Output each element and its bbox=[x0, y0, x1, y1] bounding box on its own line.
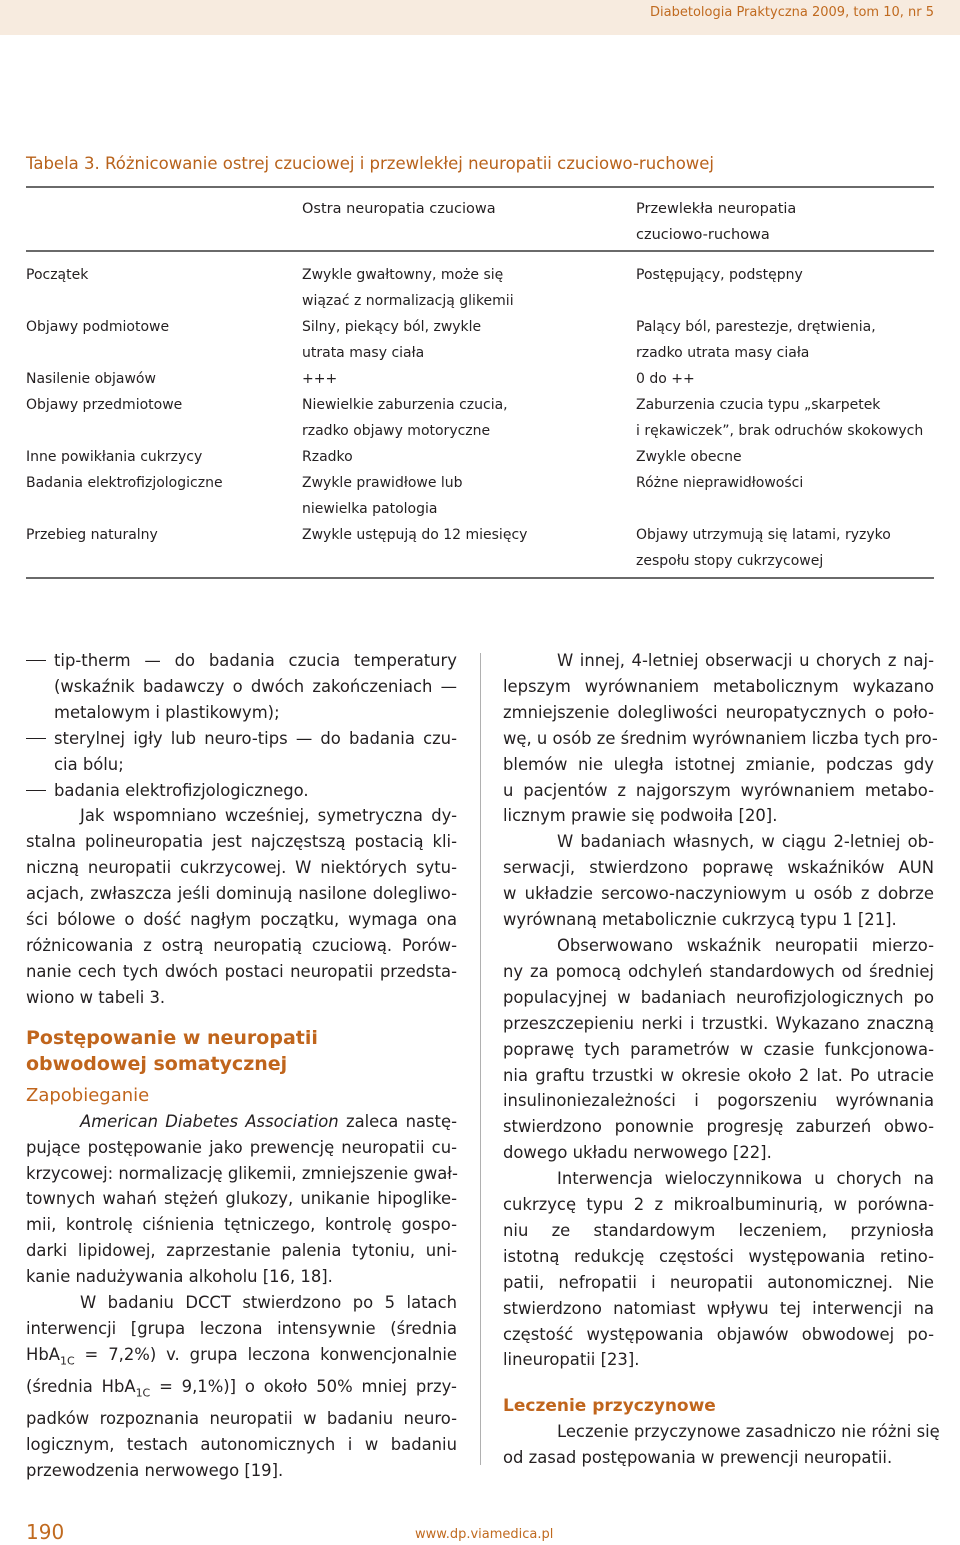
chronic-cell bbox=[636, 522, 936, 574]
text-line: Obserwowano wskaźnik neuropatii mierzo- bbox=[557, 935, 934, 955]
row-label: Inne powikłania cukrzycy bbox=[26, 449, 203, 465]
text-line: ści bólowe o dość nagłym początku, wymaga ona bbox=[26, 910, 457, 930]
ada-rest: zaleca nastę- bbox=[338, 1111, 457, 1131]
acute-cell-line: Zwykle gwałtowny, może się bbox=[302, 267, 504, 283]
chronic-cell bbox=[636, 366, 936, 392]
text-line: licznym prawie się podwoiła [20]. bbox=[503, 806, 778, 826]
text-line: zmniejszenie dolegliwości neuropatycznych o poło- bbox=[503, 702, 934, 722]
dcct-line2: interwencji [grupa leczona intensywnie (średnia bbox=[26, 1318, 457, 1338]
text-line: stalna polineuropatia jest najczęstszą postacią kli- bbox=[26, 832, 457, 852]
dash-bullet-icon bbox=[26, 660, 46, 661]
journal-citation: Diabetologia Praktyczna 2009, tom 10, nr 5 bbox=[650, 5, 934, 20]
bullet-line bbox=[26, 648, 457, 674]
text-line: townych wahań stężeń glukozy, unikanie hipoglike- bbox=[26, 1189, 457, 1209]
text-line: logicznym, testach autonomicznych i w badaniu bbox=[26, 1435, 457, 1455]
dcct-line4-b: = 9,1%)] o około 50% mniej przy- bbox=[150, 1377, 457, 1397]
hba-subscript: 1C bbox=[59, 1354, 75, 1368]
text-line: wyrównaną metabolicznie cukrzycą typu 1 [21]. bbox=[503, 910, 897, 930]
text-line: wę, u osób ze średnim wyrównaniem liczba tych pro- bbox=[503, 728, 938, 748]
table-caption: Tabela 3. Różnicowanie ostrej czuciowej i przewlekłej neuropatii czuciowo-ruchowej bbox=[26, 154, 715, 173]
text-line: istotną redukcję częstości występowania retino- bbox=[503, 1246, 934, 1266]
table-header-rule bbox=[26, 250, 934, 252]
chronic-cell bbox=[636, 314, 936, 366]
bullet-text: tip-therm — do badania czucia temperatury bbox=[54, 651, 457, 670]
dash-bullet-icon bbox=[26, 790, 46, 791]
acute-cell-line: +++ bbox=[302, 371, 338, 387]
text-line: dowego układu nerwowego [22]. bbox=[503, 1143, 772, 1163]
bullet-text: (wskaźnik badawczy o dwóch zakończeniach — bbox=[54, 676, 457, 696]
acute-cell-line: Zwykle ustępują do 12 miesięcy bbox=[302, 527, 528, 543]
text-line: lepszym wyrównaniem metabolicznym wykazano bbox=[503, 676, 934, 696]
acute-cell bbox=[302, 366, 632, 392]
text-line: W badaniach własnych, w ciągu 2-letniej ob- bbox=[557, 832, 934, 852]
text-line: od zasad postępowania w prewencji neuropatii. bbox=[503, 1448, 893, 1468]
text-line: darki lipidowej, zaprzestanie palenia tytoniu, uni- bbox=[26, 1241, 457, 1261]
text-line: padków rozpoznania neuropatii w badaniu neuro- bbox=[26, 1409, 457, 1429]
ada-name: American Diabetes Association bbox=[80, 1111, 339, 1131]
chronic-cell-line: zespołu stopy cukrzycowej bbox=[636, 553, 824, 569]
table-bottom-rule bbox=[26, 577, 934, 579]
text-line: stwierdzono natomiast wpływu tej interwencji na bbox=[503, 1298, 934, 1318]
bullet-line bbox=[26, 674, 457, 700]
dcct-line3-rest: = 7,2%) v. grupa leczona konwencjonalnie bbox=[74, 1344, 457, 1364]
chronic-cell-line: Zaburzenia czucia typu „skarpetek bbox=[636, 397, 881, 413]
text-line: w układzie sercowo-naczyniowym u osób z dobrze bbox=[503, 884, 934, 904]
page-number: 190 bbox=[26, 1520, 65, 1544]
paragraph bbox=[503, 933, 934, 1166]
chronic-cell bbox=[636, 262, 936, 288]
paragraph bbox=[26, 803, 457, 1010]
row-label: Początek bbox=[26, 267, 89, 283]
text-line: niczną neuropatii cukrzycowej. W niektórych sytu- bbox=[26, 858, 457, 878]
acute-cell bbox=[302, 314, 632, 366]
text-line: lineuropatii [23]. bbox=[503, 1350, 640, 1370]
text-line: częstość występowania objawów obwodowej po- bbox=[503, 1324, 934, 1344]
acute-cell-line: Rzadko bbox=[302, 449, 353, 465]
text-line: W innej, 4-letniej obserwacji u chorych z naj- bbox=[557, 651, 934, 670]
dcct-line3 bbox=[26, 1342, 457, 1374]
chronic-cell-line: 0 do ++ bbox=[636, 371, 695, 387]
bullet-list bbox=[26, 648, 457, 803]
bullet-line bbox=[26, 700, 457, 726]
text-line: niu ze standardowym leczeniem, przyniosła bbox=[503, 1220, 934, 1240]
paragraph bbox=[503, 1419, 940, 1471]
text-line: cukrzycę typu 2 z mikroalbuminurią, w porówna- bbox=[503, 1195, 934, 1215]
text-line: Interwencja wieloczynnikowa u chorych na bbox=[557, 1169, 934, 1189]
paragraph bbox=[503, 829, 934, 933]
text-line: populacyjnej w badaniach neurofizjologicznych po bbox=[503, 987, 934, 1007]
text-line: nia graftu trzustki w okresie około 2 lat. Po utracie bbox=[503, 1065, 934, 1085]
bullet-line bbox=[26, 752, 457, 778]
text-line: blemów nie uległa istotnej zmianie, podczas gdy bbox=[503, 754, 934, 774]
text-line: przeszczepieniu nerki i trzustki. Wykazano znaczną bbox=[503, 1013, 934, 1033]
dcct-line4 bbox=[26, 1374, 457, 1406]
chronic-cell bbox=[636, 444, 936, 470]
table-top-rule bbox=[26, 186, 934, 188]
chronic-cell-line: Objawy utrzymują się latami, ryzyko bbox=[636, 527, 891, 543]
paragraph bbox=[503, 648, 938, 829]
chronic-cell bbox=[636, 470, 936, 496]
header-chronic bbox=[636, 196, 796, 248]
text-line: poprawę tych parametrów w czasie funkcjonowa- bbox=[503, 1039, 934, 1059]
text-line: serwacji, stwierdzono poprawę wskaźników AUN bbox=[503, 858, 934, 878]
text-line: przewodzenia nerwowego [19]. bbox=[26, 1461, 284, 1481]
row-label: Objawy podmiotowe bbox=[26, 319, 170, 335]
bullet-text: badania elektrofizjologicznego. bbox=[54, 780, 309, 800]
acute-cell-line: Niewielkie zaburzenia czucia, bbox=[302, 397, 508, 413]
paragraph bbox=[26, 1406, 457, 1484]
dcct-line1: W badaniu DCCT stwierdzono po 5 latach bbox=[80, 1293, 457, 1313]
header-acute: Ostra neuropatia czuciowa bbox=[302, 201, 496, 217]
column-divider bbox=[480, 653, 481, 1465]
row-label: Nasilenie objawów bbox=[26, 371, 156, 387]
row-label: Objawy przedmiotowe bbox=[26, 397, 183, 413]
paragraph bbox=[503, 1166, 934, 1373]
text-line: nanie cech tych dwóch postaci neuropatii przedsta- bbox=[26, 961, 457, 981]
text-line: patii, nefropatii i neuropatii autonomicznej. Nie bbox=[503, 1272, 934, 1292]
chronic-cell-line: Różne nieprawidłowości bbox=[636, 475, 804, 491]
text-line: acjach, zwłaszcza jeśli dominują nasilone dolegliwo- bbox=[26, 884, 457, 904]
section-heading-line2: obwodowej somatycznej bbox=[26, 1052, 288, 1075]
text-line: kanie nadużywania alkoholu [16, 18]. bbox=[26, 1267, 333, 1287]
acute-cell bbox=[302, 262, 632, 314]
subheading-prevention: Zapobieganie bbox=[26, 1084, 150, 1106]
acute-cell bbox=[302, 522, 632, 548]
acute-cell bbox=[302, 470, 632, 522]
acute-cell-line: rzadko objawy motoryczne bbox=[302, 423, 491, 439]
bullet-text: cia bólu; bbox=[54, 754, 124, 774]
hba-label: HbA bbox=[26, 1344, 60, 1364]
running-head bbox=[0, 0, 960, 35]
acute-cell-line: utrata masy ciała bbox=[302, 345, 425, 361]
right-column bbox=[503, 648, 940, 1471]
footer-url: www.dp.viamedica.pl bbox=[415, 1527, 554, 1542]
bullet-text: sterylnej igły lub neuro-tips — do badania czu- bbox=[54, 728, 457, 748]
text-line: Leczenie przyczynowe zasadniczo nie różni się bbox=[557, 1422, 940, 1442]
section-heading-line1: Postępowanie w neuropatii bbox=[26, 1026, 318, 1049]
header-chronic-line1: Przewlekła neuropatia bbox=[636, 201, 797, 217]
chronic-cell-line: Zwykle obecne bbox=[636, 449, 742, 465]
chronic-cell bbox=[636, 392, 936, 444]
bullet-line bbox=[26, 726, 457, 752]
bullet-text: metalowym i plastikowym); bbox=[54, 702, 280, 722]
acute-cell bbox=[302, 392, 632, 444]
text-line: stwierdzono ponownie progresję zaburzeń obwo- bbox=[503, 1117, 934, 1137]
chronic-cell-line: Palący ból, parestezje, drętwienia, bbox=[636, 319, 876, 335]
text-line: wiono w tabeli 3. bbox=[26, 987, 166, 1007]
ada-line bbox=[26, 1109, 457, 1135]
text-line: insulinoniezależności i pogorszeniu wyrównania bbox=[503, 1091, 934, 1111]
acute-cell-line: wiązać z normalizacją glikemii bbox=[302, 293, 514, 309]
acute-cell-line: niewielka patologia bbox=[302, 501, 438, 517]
bullet-line bbox=[26, 778, 457, 804]
acute-cell-line: Silny, piekący ból, zwykle bbox=[302, 319, 482, 335]
chronic-cell-line: i rękawiczek”, brak odruchów skokowych bbox=[636, 423, 924, 439]
text-line: Jak wspomniano wcześniej, symetryczna dy- bbox=[80, 806, 457, 826]
dcct-line4-a: (średnia HbA bbox=[26, 1377, 136, 1397]
left-column bbox=[26, 648, 457, 1484]
row-label: Badania elektrofizjologiczne bbox=[26, 475, 223, 491]
chronic-cell-line: rzadko utrata masy ciała bbox=[636, 345, 810, 361]
paragraph bbox=[26, 1135, 457, 1290]
text-line: pujące postępowanie jako prewencję neuropatii cu- bbox=[26, 1137, 457, 1157]
text-line: krzycowej: normalizację glikemii, zmniejszenie gwał- bbox=[26, 1163, 458, 1183]
text-line: mii, kontrolę ciśnienia tętniczego, kontrolę gospo- bbox=[26, 1215, 457, 1235]
text-line: ny za pomocą odchyleń standardowych od średniej bbox=[503, 961, 934, 981]
row-label: Przebieg naturalny bbox=[26, 527, 158, 543]
chronic-cell-line: Postępujący, podstępny bbox=[636, 267, 803, 283]
subheading-causal-treatment: Leczenie przyczynowe bbox=[503, 1396, 716, 1417]
dash-bullet-icon bbox=[26, 738, 46, 739]
text-line: różnicowania z ostrą neuropatią czuciową. Porów- bbox=[26, 935, 457, 955]
acute-cell-line: Zwykle prawidłowe lub bbox=[302, 475, 463, 491]
acute-cell bbox=[302, 444, 632, 470]
header-chronic-line2: czuciowo-ruchowa bbox=[636, 227, 770, 243]
text-line: u pacjentów z najgorszym wyrównaniem metabo- bbox=[503, 780, 934, 800]
hba-subscript-2: 1C bbox=[135, 1386, 151, 1400]
